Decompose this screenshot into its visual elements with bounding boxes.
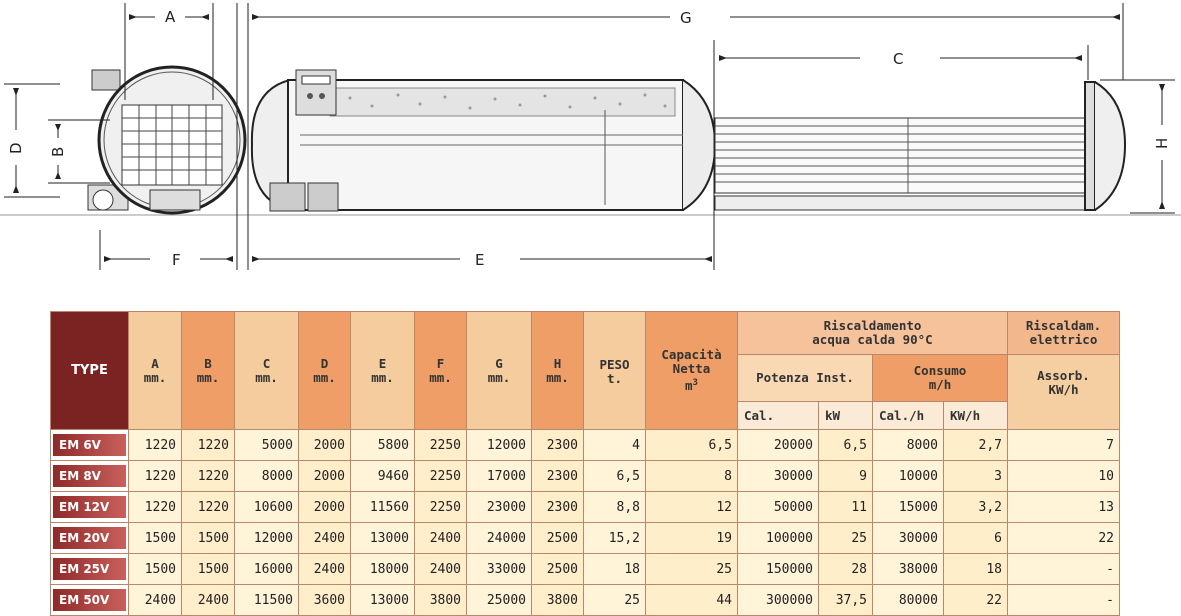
cell-kw-h: 3,2 <box>944 492 1008 523</box>
header-a-label: A <box>151 355 159 371</box>
type-cell <box>51 523 129 554</box>
cell-cal-h: 15000 <box>873 492 944 523</box>
header-e <box>351 312 415 430</box>
header-e-unit: mm. <box>371 369 394 385</box>
header-riscaldamento <box>738 312 1008 355</box>
header-peso-unit: t. <box>606 371 623 386</box>
cell-assorb: - <box>1008 554 1120 585</box>
header-assorb <box>1008 355 1120 430</box>
cell-a: 1500 <box>129 554 182 585</box>
type-cell <box>51 585 129 616</box>
header-capacita-line2: Netta <box>672 361 711 376</box>
cell-g: 24000 <box>467 523 532 554</box>
specification-table <box>50 311 1120 616</box>
cell-peso: 18 <box>584 554 646 585</box>
cell-f: 3800 <box>415 585 467 616</box>
cell-kw: 28 <box>819 554 873 585</box>
cell-f: 2250 <box>415 461 467 492</box>
header-c-unit: mm. <box>255 369 278 385</box>
cell-a: 2400 <box>129 585 182 616</box>
header-riscaldamento-line2: acqua calda 90°C <box>812 332 933 347</box>
header-type: TYPE <box>51 312 129 430</box>
header-kw-h: KW/h <box>944 402 1008 430</box>
header-d-unit: mm. <box>313 369 336 385</box>
header-f-unit: mm. <box>429 369 452 385</box>
cell-cal-h: 80000 <box>873 585 944 616</box>
type-label: EM 8V <box>53 465 126 487</box>
cell-c: 16000 <box>235 554 299 585</box>
table-row <box>51 523 1120 554</box>
cell-kw: 6,5 <box>819 430 873 461</box>
dimension-label-f: F <box>172 251 181 269</box>
table-row <box>51 554 1120 585</box>
cell-capacita: 19 <box>646 523 738 554</box>
header-h-label: H <box>553 355 562 371</box>
cell-kw-h: 2,7 <box>944 430 1008 461</box>
dimension-label-e: E <box>475 251 485 269</box>
cell-kw-h: 6 <box>944 523 1008 554</box>
header-g <box>467 312 532 430</box>
cell-cal-h: 38000 <box>873 554 944 585</box>
cell-capacita: 44 <box>646 585 738 616</box>
header-cal: Cal. <box>738 402 819 430</box>
header-d-label: D <box>320 355 329 371</box>
cell-peso: 8,8 <box>584 492 646 523</box>
cell-h: 2300 <box>532 461 584 492</box>
header-f <box>415 312 467 430</box>
header-capacita-unit: m <box>685 378 693 394</box>
header-riscaldam-elettrico-line2: elettrico <box>1029 332 1098 347</box>
cell-d: 2400 <box>299 523 351 554</box>
header-riscaldam-elettrico <box>1008 312 1120 355</box>
cell-peso: 15,2 <box>584 523 646 554</box>
cell-kw: 37,5 <box>819 585 873 616</box>
end-view <box>88 67 245 213</box>
header-consumo-line1: Consumo <box>913 363 967 378</box>
header-kw: kW <box>819 402 873 430</box>
cell-f: 2250 <box>415 430 467 461</box>
cell-cal: 100000 <box>738 523 819 554</box>
cell-f: 2400 <box>415 523 467 554</box>
cell-kw: 25 <box>819 523 873 554</box>
type-label: EM 20V <box>53 527 126 549</box>
header-f-label: F <box>436 355 445 371</box>
header-a-unit: mm. <box>143 369 167 385</box>
cell-e: 5800 <box>351 430 415 461</box>
cell-d: 3600 <box>299 585 351 616</box>
header-capacita-line1: Capacità <box>661 347 722 362</box>
cell-cal-h: 8000 <box>873 430 944 461</box>
header-b-label: B <box>204 355 212 371</box>
type-cell <box>51 461 129 492</box>
cell-a: 1220 <box>129 430 182 461</box>
header-c <box>235 312 299 430</box>
cell-cal-h: 30000 <box>873 523 944 554</box>
header-b <box>182 312 235 430</box>
cell-kw-h: 3 <box>944 461 1008 492</box>
dimension-label-d: D <box>7 142 25 154</box>
cell-a: 1500 <box>129 523 182 554</box>
header-capacita-exponent: 3 <box>692 378 698 388</box>
cell-cal: 20000 <box>738 430 819 461</box>
dimension-label-h: H <box>1153 137 1171 149</box>
cell-assorb: - <box>1008 585 1120 616</box>
header-g-unit: mm. <box>487 369 511 385</box>
type-cell <box>51 492 129 523</box>
type-cell <box>51 554 129 585</box>
cell-cal-h: 10000 <box>873 461 944 492</box>
cell-h: 2300 <box>532 492 584 523</box>
cell-f: 2400 <box>415 554 467 585</box>
header-assorb-line1: Assorb. <box>1037 368 1090 383</box>
cell-peso: 4 <box>584 430 646 461</box>
cell-g: 25000 <box>467 585 532 616</box>
header-b-unit: mm. <box>196 369 220 385</box>
cell-kw-h: 18 <box>944 554 1008 585</box>
type-cell <box>51 430 129 461</box>
cell-h: 3800 <box>532 585 584 616</box>
cell-c: 8000 <box>235 461 299 492</box>
header-peso-label: PESO <box>599 357 630 372</box>
specification-table-body <box>51 430 1120 616</box>
cell-kw: 11 <box>819 492 873 523</box>
cell-d: 2000 <box>299 492 351 523</box>
cell-h: 2300 <box>532 430 584 461</box>
header-h-unit: mm. <box>546 369 569 385</box>
cell-capacita: 6,5 <box>646 430 738 461</box>
cell-h: 2500 <box>532 554 584 585</box>
cell-h: 2500 <box>532 523 584 554</box>
header-c-label: C <box>262 355 271 371</box>
dimension-label-g: G <box>680 9 692 27</box>
cell-c: 12000 <box>235 523 299 554</box>
technical-drawing <box>0 0 1181 290</box>
header-riscaldam-elettrico-line1: Riscaldam. <box>1025 318 1102 333</box>
header-assorb-line2: KW/h <box>1048 382 1079 397</box>
header-riscaldamento-line1: Riscaldamento <box>823 318 922 333</box>
cell-b: 1500 <box>182 523 235 554</box>
cell-cal: 150000 <box>738 554 819 585</box>
cell-peso: 6,5 <box>584 461 646 492</box>
cell-d: 2000 <box>299 430 351 461</box>
cell-d: 2000 <box>299 461 351 492</box>
cell-b: 1220 <box>182 430 235 461</box>
cell-e: 11560 <box>351 492 415 523</box>
cell-kw-h: 22 <box>944 585 1008 616</box>
cell-capacita: 25 <box>646 554 738 585</box>
type-label: EM 25V <box>53 558 126 580</box>
type-label: EM 12V <box>53 496 126 518</box>
header-consumo <box>873 355 1008 402</box>
cell-c: 5000 <box>235 430 299 461</box>
cell-cal: 300000 <box>738 585 819 616</box>
cell-b: 1500 <box>182 554 235 585</box>
header-g-label: G <box>495 355 503 371</box>
type-label: EM 50V <box>53 589 126 611</box>
cell-cal: 30000 <box>738 461 819 492</box>
header-d <box>299 312 351 430</box>
cell-g: 17000 <box>467 461 532 492</box>
cell-peso: 25 <box>584 585 646 616</box>
header-potenza-inst: Potenza Inst. <box>738 355 873 402</box>
dimension-label-b: B <box>49 146 67 157</box>
cell-e: 18000 <box>351 554 415 585</box>
cell-capacita: 8 <box>646 461 738 492</box>
cell-g: 12000 <box>467 430 532 461</box>
header-e-label: E <box>378 355 387 371</box>
table-row <box>51 461 1120 492</box>
header-capacita <box>646 312 738 430</box>
cell-e: 13000 <box>351 523 415 554</box>
cell-b: 1220 <box>182 461 235 492</box>
cell-b: 2400 <box>182 585 235 616</box>
table-row <box>51 585 1120 616</box>
cell-e: 13000 <box>351 585 415 616</box>
dimension-label-a: A <box>165 8 176 26</box>
header-peso <box>584 312 646 430</box>
header-h <box>532 312 584 430</box>
cell-cal: 50000 <box>738 492 819 523</box>
cell-kw: 9 <box>819 461 873 492</box>
cell-f: 2250 <box>415 492 467 523</box>
cell-assorb: 22 <box>1008 523 1120 554</box>
cell-b: 1220 <box>182 492 235 523</box>
header-cal-h: Cal./h <box>873 402 944 430</box>
cell-capacita: 12 <box>646 492 738 523</box>
type-label: EM 6V <box>53 434 126 456</box>
cell-a: 1220 <box>129 461 182 492</box>
header-consumo-line2: m/h <box>928 377 952 392</box>
table-row <box>51 492 1120 523</box>
cell-assorb: 7 <box>1008 430 1120 461</box>
cell-d: 2400 <box>299 554 351 585</box>
cell-assorb: 10 <box>1008 461 1120 492</box>
cell-g: 23000 <box>467 492 532 523</box>
cell-assorb: 13 <box>1008 492 1120 523</box>
cell-g: 33000 <box>467 554 532 585</box>
dimension-label-c: C <box>893 50 904 68</box>
cell-c: 10600 <box>235 492 299 523</box>
cell-e: 9460 <box>351 461 415 492</box>
cell-a: 1220 <box>129 492 182 523</box>
table-row <box>51 430 1120 461</box>
side-view <box>252 70 1125 211</box>
header-a <box>129 312 182 430</box>
cell-c: 11500 <box>235 585 299 616</box>
